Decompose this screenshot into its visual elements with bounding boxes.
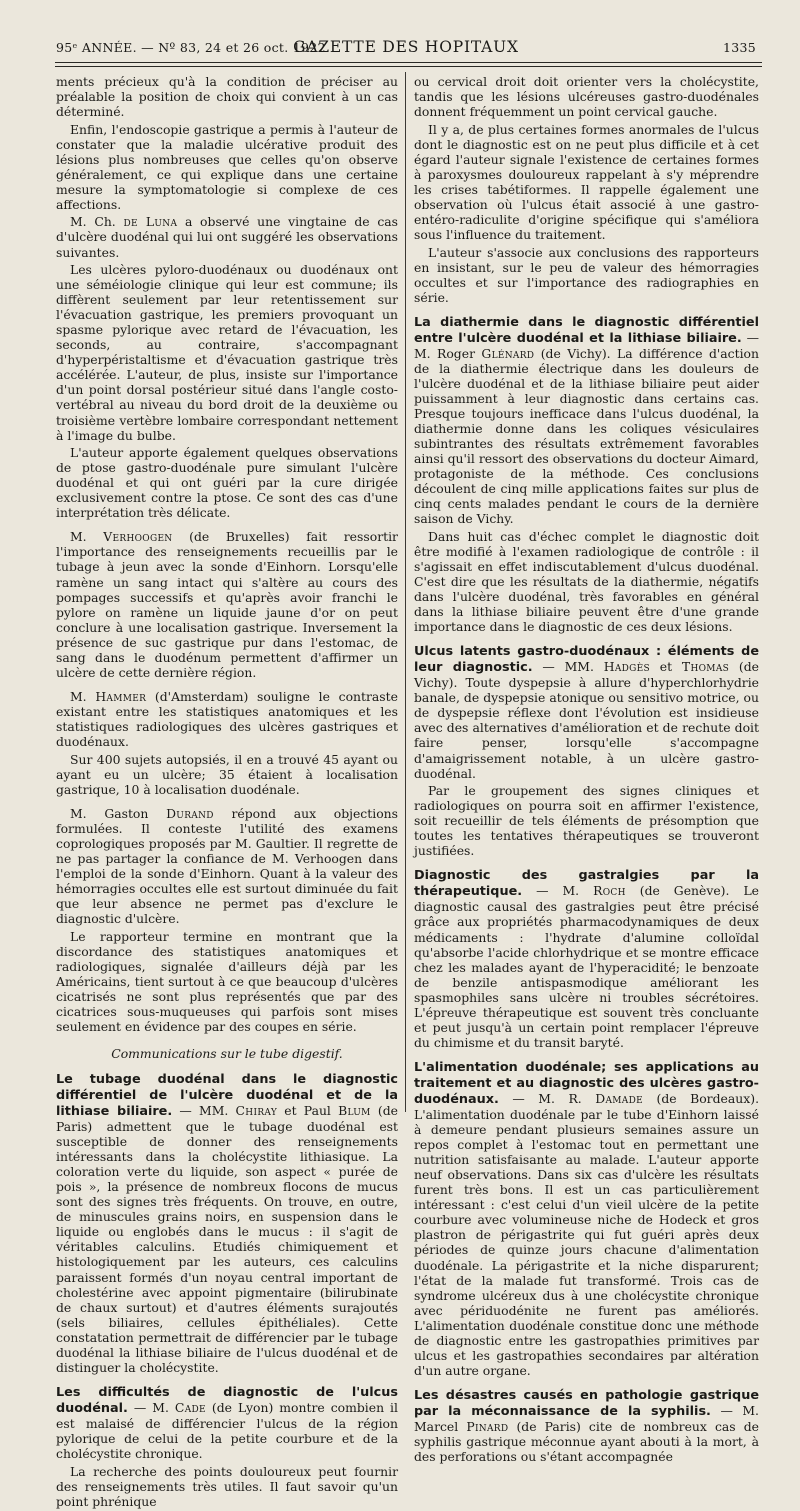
paragraph: Sur 400 sujets autopsiés, il en a trouvé 45 ayant ou ayant eu un ulcère; 35 étaient à localisation gastrique, 10 à localisation duodénale. — [56, 751, 398, 797]
author-name: Blum — [338, 1103, 371, 1118]
paragraph: M. Gaston Durand répond aux objections formulées. Il conteste l'utilité des examens coprologiques proposés par M. Gaultier. Il regrette de ne pas partager la confiance de M. Verhoogen dans l'emploi de la sonde d'Einhorn. Quant à la valeur des hémorragies occultes elle est surtout diminuée du fait que leur absence ne permet pas d'exclure le diagnostic d'ulcère. — [56, 805, 398, 926]
left-column — [56, 74, 398, 1511]
author-name: Cade — [174, 1399, 206, 1415]
column-divider — [405, 72, 406, 1112]
author-name: Roch — [593, 883, 626, 899]
author-name: de Luna — [123, 214, 178, 230]
article-entry: Les difficultés de diagnostic de l'ulcus duodénal. — M. Cade (de Lyon) montre combien il est malaisé de différencier l'ulcus de la région pylorique de celui de la petite courbure et de la cholécystite chronique. — [56, 1384, 398, 1462]
paragraph: Enfin, l'endoscopie gastrique a permis à l'auteur de constater que la maladie ulcérative produit des lésions plus nombreuses que celles qu'on observe généralement, ce qui explique dans une certaine mesure la symptomatologie si complexe de ces affections. — [56, 121, 398, 212]
issue-info: 95ᵉ ANNÉE. — Nº 83, 24 et 26 oct. 1922. — [56, 40, 331, 55]
author-name: Hammer — [95, 688, 147, 704]
article-entry: Le tubage duodénal dans le diagnostic différentiel de l'ulcère duodénal et de la lithiase biliaire. — MM. Chiray et Paul Blum (de Paris) admettent que le tubage duodénal est susceptible de donner des renseignements intéressants dans la cholécystite lithiasique. La coloration verte du liquide, son aspect « purée de pois », la présence de nombreux flocons de mucus sont des signes très fréquents. On trouve, en outre, de minuscules grains noirs, en suspension dans le liquide ou englobés dans le mucus : il s'agit de véritables calculins. Etudiés chimiquement et histologiquement par les auteurs, ces calculins paraissent formés d'un noyau central important de cholestérine avec appoint pigmentaire (bilirubinate de chaux surtout) et d'autres éléments surajoutés (sels biliaires, cellules épithéliales). Cette constatation permettrait de différencier par le tubage duodénal la lithiase biliaire de l'ulcus duodénal et de distinguer la cholécystite. — [56, 1071, 398, 1375]
header-rule-top — [55, 62, 762, 63]
paragraph: Le rapporteur termine en montrant que la discordance des statistiques anatomiques et radiologiques, signalée d'ailleurs déjà par les Américains, tient surtout à ce que beaucoup d'ulcères cicatrisés ne sont plus représentés que par des cicatrices sous-muqueuses qui parfois sont mises seulement en évidence par des coupes en série. — [56, 928, 398, 1034]
paragraph: La recherche des points douloureux peut fournir des renseignements très utiles. Il faut savoir qu'un point phrénique — [56, 1463, 398, 1509]
header-rule-bottom — [55, 66, 762, 67]
paragraph: ou cervical droit doit orienter vers la cholécystite, tandis que les lésions ulcéreuses gastro-duodénales donnent fréquemment un point cervical gauche. — [414, 74, 759, 120]
paragraph: Il y a, de plus certaines formes anormales de l'ulcus dont le diagnostic est on ne peut plus difficile et à cet égard l'auteur signale l'existence de certaines formes à paroxysmes douloureux rappelant à s'y méprendre les crises tabétiformes. Il rappelle également une observation où l'ulcus était associé à une gastro-entéro-radiculite d'origine spécifique qui s'améliora sous l'influence du traitement. — [414, 121, 759, 242]
author-name: Pinard — [466, 1418, 509, 1434]
author-name: Hadgès — [603, 659, 650, 675]
paragraph: L'auteur s'associe aux conclusions des rapporteurs en insistant, sur le peu de valeur des hémorragies occultes et sur l'importance des radiographies en série. — [414, 244, 759, 305]
article-entry: Ulcus latents gastro-duodénaux : éléments de leur diagnostic. — MM. Hadgès et Thomas (de Vichy). Toute dyspepsie à allure d'hyperchlorhydrie banale, de dyspepsie atonique ou sensitivo motrice, ou de dyspepsie réflexe dont l'évolution est insidieuse avec des alternatives d'amélioration et de rechute doit faire penser, lorsqu'elle s'accompagne d'amaigrissement notable, à un ulcère gastro-duodénal. — [414, 644, 759, 781]
paragraph: Dans huit cas d'échec complet le diagnostic doit être modifié à l'examen radiologique de contrôle : il s'agissait en effet indiscutablement d'ulcus duodénal. C'est dire que les résultats de la diathermie, négatifs dans l'ulcère duodénal, très favorables en général dans la lithiase biliaire peuvent être d'une grande importance dans le diagnostic de ces deux lésions. — [414, 528, 759, 635]
paragraph: M. Verhoogen (de Bruxelles) fait ressortir l'importance des renseignements recueillis par le tubage à jeun avec la sonde d'Einhorn. Lorsqu'elle ramène un sang intact qui s'altère au cours des pompages successifs et qu'après avoir franchi le pylore on ramène un liquide jaune d'or on peut conclure à une localisation gastrique. Inversement la présence de suc gastrique pur dans l'estomac, de sang dans le duodénum permettent d'affirmer un ulcère de cette dernière région. — [56, 529, 398, 680]
section-subheading: Communications sur le tube digestif. — [111, 1045, 343, 1061]
author-name: Glénard — [481, 345, 535, 361]
author-name: Durand — [166, 805, 214, 821]
article-title: Le tubage duodénal dans le diagnostic différentiel de l'ulcère duodénal et de la lithiase biliaire. — [56, 1071, 398, 1119]
page-number: 1335 — [722, 40, 756, 55]
author-name: Thomas — [681, 659, 730, 675]
article-entry: Diagnostic des gastralgies par la thérapeutique. — M. Roch (de Genève). Le diagnostic causal des gastralgies peut être précisé grâce aux propriétés pharmacodynamiques de deux médicaments : l'hydrate d'alumine colloïdal qu'absorbe l'acide chlorhydrique et se montre efficace chez les malades ayant de l'hyperacidité; le benzoate de benzile antispasmodique améliorant les spasmophiles sans ulcère ni troubles sécrétoires. L'épreuve thérapeutique est souvent très concluante et peut jusqu'à un certain point remplacer l'épreuve du chimisme et du transit baryté. — [414, 868, 759, 1050]
author-name: Damade — [595, 1091, 643, 1106]
author-name: Chiray — [235, 1103, 278, 1118]
running-header — [52, 38, 760, 62]
paragraph: Par le groupement des signes cliniques et radiologiques on pourra soit en affirmer l'existence, soit recueillir de tels éléments de présomption que toutes les tentatives thérapeutiques se trouveront justifiées. — [414, 783, 759, 859]
article-entry: La diathermie dans le diagnostic différentiel entre l'ulcère duodénal et la lithiase biliaire. — M. Roger Glénard (de Vichy). La différence d'action de la diathermie électrique dans les douleurs de l'ulcère duodénal et de la lithiase biliaire peut aider puissamment à leur diagnostic dans certains cas. Presque toujours inefficace dans l'ulcus duodénal, la diathermie donne dans les coliques vésiculaires subintrantes des résultats extrêmement favorables ainsi qu'il ressort des observations du docteur Aimard, protagoniste de la méthode. Ces conclusions découlent de cinq mille applications faites sur plus de cinq cents malades pendant le cours de la dernière saison de Vichy. — [414, 314, 759, 527]
article-title: Les désastres causés en pathologie gastrique par la méconnaissance de la syphilis. — [414, 1387, 759, 1419]
paragraph: Les ulcères pyloro-duodénaux ou duodénaux ont une séméiologie clinique qui leur est commune; ils diffèrent seulement par leur retentissement sur l'évacuation gastrique, les premiers provoquant un spasme pylorique avec retard de l'évacuation, les seconds, au contraire, s'accompagnant d'hyperpéristaltisme et d'évacuation gastrique très accélérée. L'auteur, de plus, insiste sur l'importance d'un point dorsal postérieur situé dans l'angle costo-vertébral au niveau du bord droit de la deuxième ou troisième vertèbre lombaire correspondant nettement à l'image du bulbe. — [56, 262, 398, 443]
paragraph: M. Ch. de Luna a observé une vingtaine de cas d'ulcère duodénal qui lui ont suggéré les observations suivantes. — [56, 214, 399, 260]
article-title: Diagnostic des gastralgies par la thérapeutique. — [414, 868, 759, 900]
article-title: Les difficultés de diagnostic de l'ulcus duodénal. — [56, 1384, 398, 1416]
right-column — [414, 74, 759, 1467]
journal-title: GAZETTE DES HOPITAUX — [293, 38, 519, 56]
article-title: Ulcus latents gastro-duodénaux : éléments de leur diagnostic. — [414, 644, 759, 676]
paragraph: L'auteur apporte également quelques observations de ptose gastro-duodénale pure simulant l'ulcère duodénal et qui ont guéri par la cure dirigée exclusivement contre la ptose. Ce sont des cas d'une interprétation très délicate. — [56, 445, 398, 521]
paragraph: ments précieux qu'à la condition de préciser au préalable la position de choix qui convient à un cas déterminé. — [56, 74, 398, 120]
article-title: L'alimentation duodénale; ses applications au traitement et au diagnostic des ulcères gastro-duodénaux. — [414, 1059, 759, 1107]
article-title: La diathermie dans le diagnostic différentiel entre l'ulcère duodénal et la lithiase biliaire. — [414, 314, 759, 346]
paragraph: M. Hammer (d'Amsterdam) souligne le contraste existant entre les statistiques anatomiques et les statistiques radiologiques des ulcères gastriques et duodénaux. — [56, 688, 398, 749]
author-name: Verhoogen — [103, 529, 173, 545]
article-entry: Les désastres causés en pathologie gastrique par la méconnaissance de la syphilis. — M. Marcel Pinard (de Paris) cite de nombreux cas de syphilis gastrique méconnue ayant abouti à la mort, à des perforations ou s'étant accompagnée — [414, 1387, 759, 1465]
article-entry: L'alimentation duodénale; ses applications au traitement et au diagnostic des ulcères gastro-duodénaux. — M. R. Damade (de Bordeaux). L'alimentation duodénale par le tube d'Einhorn laissé à demeure pendant plusieurs semaines assure un repos complet à l'estomac tout en permettant une nutrition satisfaisante au malade. L'auteur apporte neuf observations. Dans six cas d'ulcère les résultats furent très bons. Il est un cas particulièrement intéressant : c'est celui d'un vieil ulcère de la petite courbure avec volumineuse niche de Hodeck et gros plastron de périgastrite qui fut guéri après deux périodes de quinze jours chacune d'alimentation duodénale. La périgastrite et la niche disparurent; l'état de la malade fut transformé. Trois cas de syndrome ulcéreux dus à une cholécystite chronique avec périduodénite ne furent pas améliorés. L'alimentation duodénale constitue donc une méthode de diagnostic entre les gastropathies primitives par ulcus et les gastropathies secondaires par altération d'un autre organe. — [414, 1059, 760, 1378]
